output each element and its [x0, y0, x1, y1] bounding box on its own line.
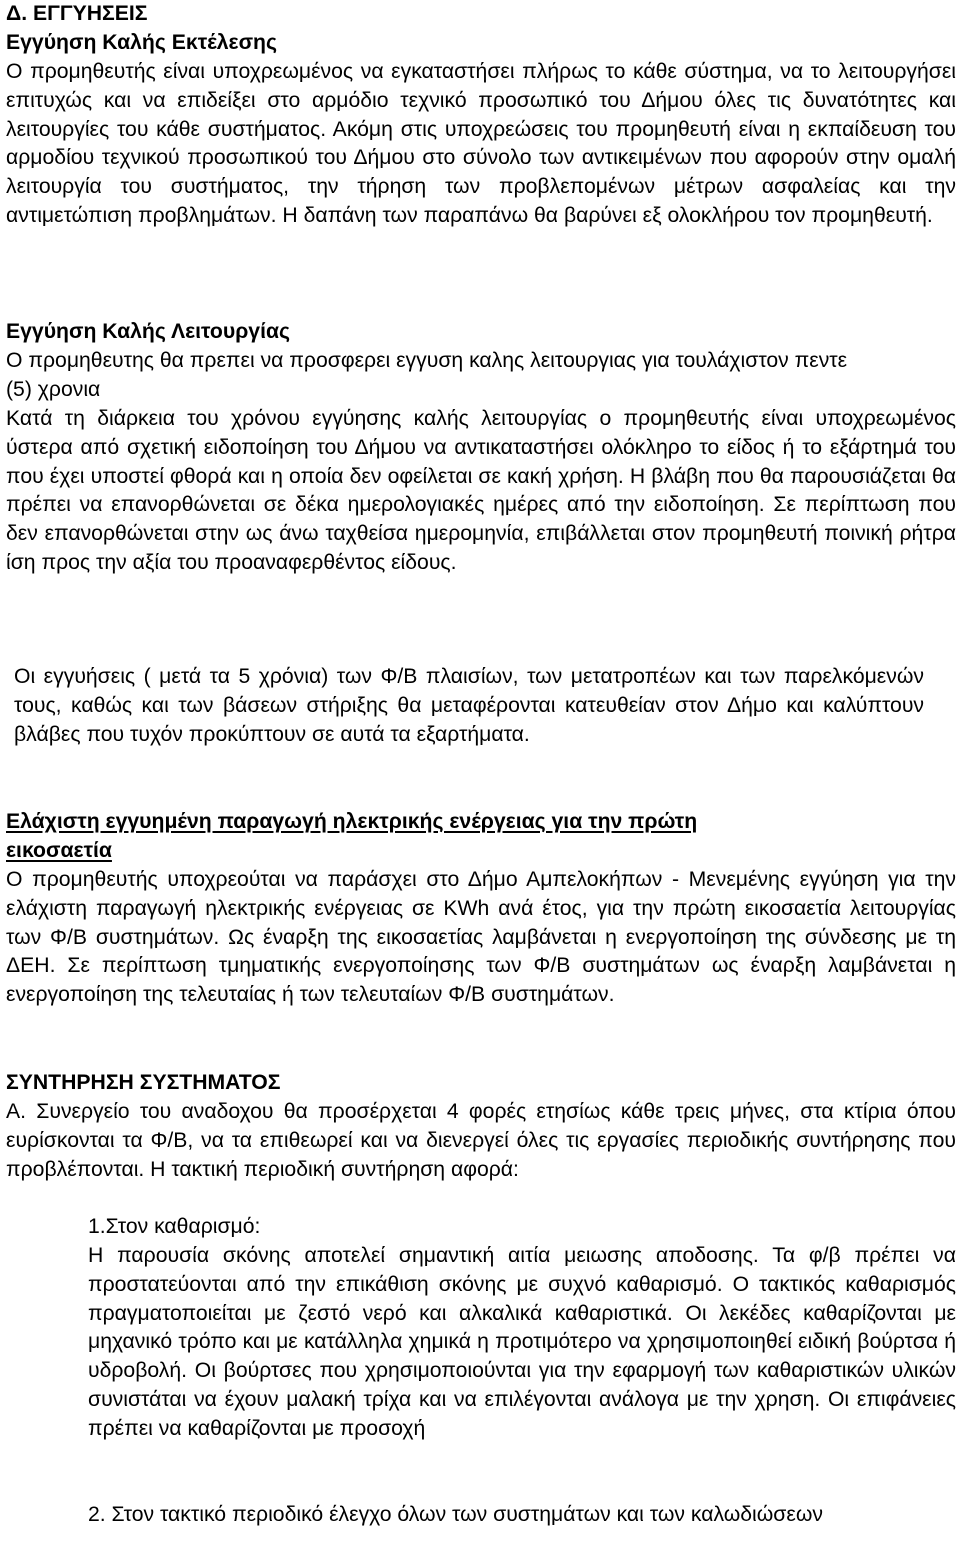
min-production-body: Ο προμηθευτής υποχρεούται να παράσχει στο Δήμο Αμπελοκήπων - Μενεμένης εγγύηση για την ελάχιστη παραγωγή ηλεκτρικής ενέργειας σε KWh ανά έτος, για την πρώτη εικοσαετία λειτουργίας των Φ/Β συστημάτων. Ως έναρξη της εικοσαετίας λαμβάνεται η ενεργοποίηση της σύνδεσης με τη ΔΕΗ. Σε περίπτωση τμηματικής ενεργοποίησης των Φ/Β συστημάτων ως έναρξη λαμβάνεται η ενεργοποίηση της τελευταίας ή των τελευταίων Φ/Β συστημάτων.: [6, 868, 956, 1007]
maintenance-title: ΣΥΝΤΗΡΗΣΗ ΣΥΣΤΗΜΑΤΟΣ: [6, 1071, 281, 1094]
performance-guarantee-title: Εγγύηση Καλής Εκτέλεσης: [6, 31, 278, 54]
section-heading: Δ. ΕΓΓΥΗΣΕΙΣ: [6, 2, 148, 25]
min-production-title-line2: εικοσαετία: [6, 839, 112, 862]
operation-guarantee-title: Εγγύηση Καλής Λειτουργίας: [6, 320, 291, 343]
maintenance-item2: 2. Στον τακτικό περιοδικό έλεγχο όλων των συστημάτων και των καλωδιώσεων: [88, 1503, 823, 1526]
performance-guarantee-body: Ο προμηθευτής είναι υποχρεωμένος να εγκαταστήσει πλήρως το κάθε σύστημα, να το λειτουργήσει επιτυχώς και να επιδείξει στο αρμόδιο τεχνικό προσωπικό του Δήμου όλες τις δυνατότητες και λειτουργίες του κάθε συστήματος. Ακόμη στις υποχρεώσεις του προμηθευτή είναι η εκπαίδευση του αρμοδίου τεχνικού προσωπικού του Δήμου στο σύνολο των αντικειμένων που αφορούν στην ομαλή λειτουργία του συστήματος, την τήρηση των προβλεπομένων μέτρων ασφαλείας και την αντιμετώπιση προβλημάτων. Η δαπάνη των παραπάνω θα βαρύνει εξ ολοκλήρου τον προμηθευτή.: [6, 60, 956, 227]
operation-guarantee-intro: Ο προμηθευτης θα πρεπει να προσφερει εγγυση καλης λειτουργιας για τουλάχιστον πεντε (5) χρονια: [6, 349, 848, 401]
operation-guarantee-body: Κατά τη διάρκεια του χρόνου εγγύησης καλής λειτουργίας ο προμηθευτής είναι υποχρεωμένος ύστερα από σχετική ειδοποίηση του Δήμου να αντικαταστήσει ολόκληρο το είδος ή το εξάρτημά του που έχει υποστεί φθορά και η οποία δεν οφείλεται σε κακή χρήση. Η βλάβη που θα παρουσιάζεται θα πρέπει να επανορθώνεται σε δέκα ημερολογιακές ημέρες από την ειδοποίηση. Σε περίπτωση που δεν επανορθώνεται στην ως άνω ταχθείσα ημερομηνία, επιβάλλεται στον προμηθευτή ποινική ρήτρα ίση προς την αξία του προαναφερθέντος είδους.: [6, 407, 956, 574]
min-production-title-line1: Ελάχιστη εγγυημένη παραγωγή ηλεκτρικής ενέργειας για την πρώτη: [6, 810, 698, 833]
maintenance-item1-body: Η παρουσία σκόνης αποτελεί σημαντική αιτία μειωσης αποδοσης. Τα φ/β πρέπει να προστατεύονται από την επικάθιση σκόνης με συχνό καθαρισμό. Ο τακτικός καθαρισμός πραγματοποιείται με ζεστό νερό και αλκαλικά καθαριστικά. Οι λεκέδες καθαρίζονται με μηχανικό τρόπο και με κατάλληλα χημικά η προτιμότερο να χρησιμοποιηθεί ειδική βούρτσα ή υδροβολή. Οι βούρτσες που χρησιμοποιούνται για την εφαρμογή των καθαριστικών υλικών συνιστάται να έχουν μαλακή τρίχα και να επιλέγονται ανάλογα με την χρηση. Οι επιφάνειες πρέπει να καθαρίζονται με προσοχή: [88, 1244, 956, 1440]
maintenance-item1-title: 1.Στον καθαρισμό:: [88, 1215, 261, 1238]
maintenance-intro: Α. Συνεργείο του αναδοχου θα προσέρχεται 4 φορές ετησίως κάθε τρεις μήνες, στα κτίρια όπου ευρίσκονται τα Φ/Β, να τα επιθεωρεί και να διενεργεί όλες τις εργασίες περιοδικής συντήρησης που προβλέπονται. Η τακτική περιοδική συντήρηση αφορά:: [6, 1100, 956, 1181]
warranties-transfer-note: Οι εγγυήσεις ( μετά τα 5 χρόνια) των Φ/Β πλαισίων, των μετατροπέων και των παρελκόμενών τους, καθώς και των βάσεων στήριξης θα μεταφέρονται κατευθείαν στον Δήμο και καλύπτουν βλάβες που τυχόν προκύπτουν σε αυτά τα εξαρτήματα.: [14, 665, 924, 746]
